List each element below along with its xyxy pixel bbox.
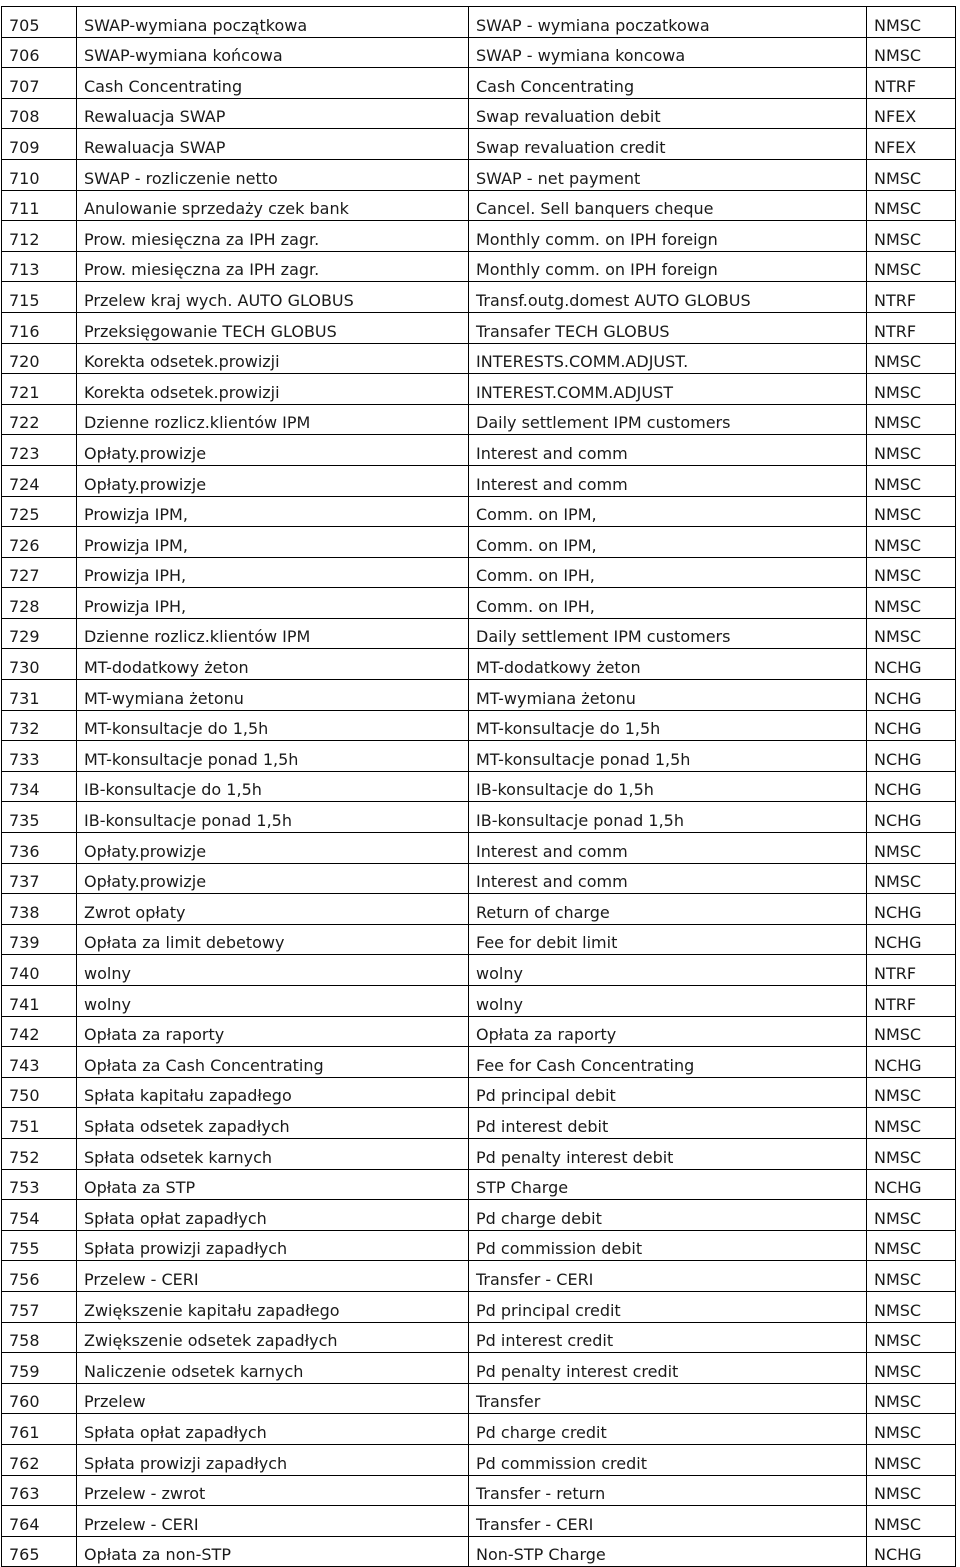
table-row: [2, 986, 956, 1017]
cell-transaction-type: NMSC: [867, 1383, 956, 1414]
cell-transaction-type: NTRF: [867, 282, 956, 313]
cell-transaction-type: NMSC: [867, 1138, 956, 1169]
cell-transaction-type: NMSC: [867, 527, 956, 558]
cell-polish-description: Przelew kraj wych. AUTO GLOBUS: [77, 282, 469, 313]
cell-polish-description: Dzienne rozlicz.klientów IPM: [77, 404, 469, 435]
cell-transaction-type: NMSC: [867, 1291, 956, 1322]
cell-transaction-type: NMSC: [867, 557, 956, 588]
table-row: [2, 190, 956, 221]
cell-code: 724: [2, 465, 77, 496]
cell-english-description: SWAP - wymiana poczatkowa: [469, 7, 867, 38]
cell-code: 735: [2, 802, 77, 833]
cell-english-description: Interest and comm: [469, 863, 867, 894]
cell-english-description: Interest and comm: [469, 435, 867, 466]
cell-english-description: Pd charge debit: [469, 1200, 867, 1231]
cell-code: 738: [2, 894, 77, 925]
cell-code: 752: [2, 1138, 77, 1169]
cell-english-description: wolny: [469, 955, 867, 986]
cell-english-description: Cash Concentrating: [469, 68, 867, 99]
cell-code: 761: [2, 1414, 77, 1445]
cell-polish-description: SWAP-wymiana końcowa: [77, 37, 469, 68]
cell-code: 723: [2, 435, 77, 466]
cell-polish-description: Spłata prowizji zapadłych: [77, 1444, 469, 1475]
cell-code: 731: [2, 680, 77, 711]
table-row: [2, 741, 956, 772]
table-row: [2, 1261, 956, 1292]
cell-code: 705: [2, 7, 77, 38]
cell-transaction-type: NMSC: [867, 1230, 956, 1261]
cell-polish-description: SWAP - rozliczenie netto: [77, 159, 469, 190]
cell-transaction-type: NMSC: [867, 37, 956, 68]
table-row: [2, 159, 956, 190]
cell-english-description: Pd interest credit: [469, 1322, 867, 1353]
cell-polish-description: Dzienne rozlicz.klientów IPM: [77, 618, 469, 649]
cell-polish-description: Cash Concentrating: [77, 68, 469, 99]
cell-english-description: Pd commission debit: [469, 1230, 867, 1261]
cell-transaction-type: NTRF: [867, 955, 956, 986]
cell-code: 709: [2, 129, 77, 160]
cell-code: 712: [2, 221, 77, 252]
table-row: [2, 282, 956, 313]
cell-polish-description: Spłata opłat zapadłych: [77, 1414, 469, 1445]
table-row: [2, 465, 956, 496]
table-row: [2, 68, 956, 99]
cell-code: 720: [2, 343, 77, 374]
cell-polish-description: wolny: [77, 955, 469, 986]
cell-polish-description: Spłata odsetek zapadłych: [77, 1108, 469, 1139]
cell-polish-description: Prowizja IPM,: [77, 527, 469, 558]
cell-english-description: Non-STP Charge: [469, 1536, 867, 1567]
cell-transaction-type: NMSC: [867, 1414, 956, 1445]
cell-transaction-type: NMSC: [867, 404, 956, 435]
table-row: [2, 1536, 956, 1567]
cell-code: 729: [2, 618, 77, 649]
cell-english-description: Pd charge credit: [469, 1414, 867, 1445]
cell-transaction-type: NMSC: [867, 1322, 956, 1353]
cell-polish-description: Rewaluacja SWAP: [77, 129, 469, 160]
table-row: [2, 7, 956, 38]
cell-code: 755: [2, 1230, 77, 1261]
cell-transaction-type: NMSC: [867, 496, 956, 527]
cell-polish-description: wolny: [77, 986, 469, 1017]
cell-polish-description: Przelew - CERI: [77, 1261, 469, 1292]
cell-code: 740: [2, 955, 77, 986]
table-row: [2, 1016, 956, 1047]
cell-code: 733: [2, 741, 77, 772]
cell-english-description: STP Charge: [469, 1169, 867, 1200]
cell-english-description: Daily settlement IPM customers: [469, 404, 867, 435]
cell-polish-description: Prow. miesięczna za IPH zagr.: [77, 221, 469, 252]
table-row: [2, 1077, 956, 1108]
cell-polish-description: Zwiększenie kapitału zapadłego: [77, 1291, 469, 1322]
table-row: [2, 1230, 956, 1261]
cell-english-description: Daily settlement IPM customers: [469, 618, 867, 649]
cell-code: 757: [2, 1291, 77, 1322]
cell-polish-description: Opłaty.prowizje: [77, 863, 469, 894]
cell-english-description: MT-konsultacje ponad 1,5h: [469, 741, 867, 772]
cell-code: 722: [2, 404, 77, 435]
table-row: [2, 312, 956, 343]
cell-polish-description: MT-konsultacje do 1,5h: [77, 710, 469, 741]
cell-transaction-type: NCHG: [867, 771, 956, 802]
cell-english-description: MT-konsultacje do 1,5h: [469, 710, 867, 741]
cell-polish-description: Opłata za non-STP: [77, 1536, 469, 1567]
cell-polish-description: Zwiększenie odsetek zapadłych: [77, 1322, 469, 1353]
table-row: [2, 894, 956, 925]
cell-english-description: SWAP - net payment: [469, 159, 867, 190]
cell-polish-description: Prowizja IPH,: [77, 588, 469, 619]
cell-code: 708: [2, 98, 77, 129]
cell-english-description: Comm. on IPH,: [469, 557, 867, 588]
cell-polish-description: Prowizja IPM,: [77, 496, 469, 527]
cell-english-description: Monthly comm. on IPH foreign: [469, 221, 867, 252]
cell-code: 730: [2, 649, 77, 680]
cell-english-description: Pd penalty interest debit: [469, 1138, 867, 1169]
cell-code: 765: [2, 1536, 77, 1567]
cell-polish-description: Opłaty.prowizje: [77, 435, 469, 466]
cell-transaction-type: NMSC: [867, 374, 956, 405]
cell-transaction-type: NTRF: [867, 68, 956, 99]
cell-english-description: Pd commission credit: [469, 1444, 867, 1475]
table-row: [2, 527, 956, 558]
cell-polish-description: Korekta odsetek.prowizji: [77, 343, 469, 374]
cell-english-description: INTEREST.COMM.ADJUST: [469, 374, 867, 405]
table-row: [2, 1291, 956, 1322]
cell-code: 707: [2, 68, 77, 99]
table-row: [2, 863, 956, 894]
cell-code: 736: [2, 833, 77, 864]
cell-code: 706: [2, 37, 77, 68]
cell-polish-description: MT-wymiana żetonu: [77, 680, 469, 711]
cell-english-description: Comm. on IPM,: [469, 496, 867, 527]
cell-polish-description: Opłaty.prowizje: [77, 833, 469, 864]
cell-transaction-type: NMSC: [867, 618, 956, 649]
cell-transaction-type: NMSC: [867, 1261, 956, 1292]
cell-code: 721: [2, 374, 77, 405]
cell-code: 758: [2, 1322, 77, 1353]
cell-polish-description: Korekta odsetek.prowizji: [77, 374, 469, 405]
table-row: [2, 1138, 956, 1169]
cell-code: 750: [2, 1077, 77, 1108]
table-row: [2, 496, 956, 527]
cell-polish-description: IB-konsultacje ponad 1,5h: [77, 802, 469, 833]
table-row: [2, 1506, 956, 1537]
cell-transaction-type: NFEX: [867, 98, 956, 129]
table-row: [2, 343, 956, 374]
cell-transaction-type: NMSC: [867, 1108, 956, 1139]
cell-transaction-type: NMSC: [867, 159, 956, 190]
cell-transaction-type: NCHG: [867, 1169, 956, 1200]
table-row: [2, 1169, 956, 1200]
table-row: [2, 924, 956, 955]
table-row: [2, 1475, 956, 1506]
cell-code: 715: [2, 282, 77, 313]
cell-code: 762: [2, 1444, 77, 1475]
cell-transaction-type: NMSC: [867, 1444, 956, 1475]
table-row: [2, 221, 956, 252]
cell-polish-description: Rewaluacja SWAP: [77, 98, 469, 129]
table-row: [2, 251, 956, 282]
cell-transaction-type: NMSC: [867, 1353, 956, 1384]
cell-code: 764: [2, 1506, 77, 1537]
cell-transaction-type: NMSC: [867, 221, 956, 252]
cell-polish-description: Przeksięgowanie TECH GLOBUS: [77, 312, 469, 343]
cell-english-description: IB-konsultacje do 1,5h: [469, 771, 867, 802]
cell-english-description: Swap revaluation credit: [469, 129, 867, 160]
cell-polish-description: SWAP-wymiana początkowa: [77, 7, 469, 38]
cell-code: 726: [2, 527, 77, 558]
cell-transaction-type: NMSC: [867, 833, 956, 864]
cell-transaction-type: NMSC: [867, 1506, 956, 1537]
cell-english-description: Opłata za raporty: [469, 1016, 867, 1047]
cell-english-description: Comm. on IPM,: [469, 527, 867, 558]
cell-code: 713: [2, 251, 77, 282]
table-row: [2, 557, 956, 588]
table-row: [2, 710, 956, 741]
cell-code: 727: [2, 557, 77, 588]
cell-english-description: Fee for debit limit: [469, 924, 867, 955]
table-row: [2, 618, 956, 649]
cell-polish-description: Zwrot opłaty: [77, 894, 469, 925]
table-row: [2, 129, 956, 160]
cell-polish-description: Anulowanie sprzedaży czek bank: [77, 190, 469, 221]
cell-code: 743: [2, 1047, 77, 1078]
cell-polish-description: Spłata odsetek karnych: [77, 1138, 469, 1169]
cell-english-description: Monthly comm. on IPH foreign: [469, 251, 867, 282]
cell-code: 751: [2, 1108, 77, 1139]
cell-code: 741: [2, 986, 77, 1017]
cell-polish-description: Prowizja IPH,: [77, 557, 469, 588]
cell-english-description: Transafer TECH GLOBUS: [469, 312, 867, 343]
cell-transaction-type: NMSC: [867, 7, 956, 38]
cell-code: 759: [2, 1353, 77, 1384]
cell-transaction-type: NCHG: [867, 680, 956, 711]
table-row: [2, 1444, 956, 1475]
cell-polish-description: Przelew - zwrot: [77, 1475, 469, 1506]
cell-transaction-type: NMSC: [867, 1077, 956, 1108]
cell-code: 734: [2, 771, 77, 802]
cell-polish-description: Opłaty.prowizje: [77, 465, 469, 496]
cell-code: 754: [2, 1200, 77, 1231]
cell-code: 725: [2, 496, 77, 527]
cell-english-description: Swap revaluation debit: [469, 98, 867, 129]
cell-english-description: Interest and comm: [469, 465, 867, 496]
cell-transaction-type: NCHG: [867, 1047, 956, 1078]
cell-transaction-type: NFEX: [867, 129, 956, 160]
cell-transaction-type: NCHG: [867, 1536, 956, 1567]
cell-polish-description: Prow. miesięczna za IPH zagr.: [77, 251, 469, 282]
table-row: [2, 1353, 956, 1384]
cell-english-description: Fee for Cash Concentrating: [469, 1047, 867, 1078]
cell-polish-description: Opłata za raporty: [77, 1016, 469, 1047]
cell-polish-description: Naliczenie odsetek karnych: [77, 1353, 469, 1384]
cell-english-description: Comm. on IPH,: [469, 588, 867, 619]
cell-transaction-type: NCHG: [867, 741, 956, 772]
cell-code: 742: [2, 1016, 77, 1047]
cell-code: 739: [2, 924, 77, 955]
cell-english-description: Return of charge: [469, 894, 867, 925]
cell-transaction-type: NMSC: [867, 1475, 956, 1506]
table-row: [2, 649, 956, 680]
cell-code: 737: [2, 863, 77, 894]
cell-transaction-type: NMSC: [867, 343, 956, 374]
table-row: [2, 1322, 956, 1353]
table-row: [2, 37, 956, 68]
cell-english-description: Cancel. Sell banquers cheque: [469, 190, 867, 221]
cell-polish-description: Opłata za limit debetowy: [77, 924, 469, 955]
cell-code: 753: [2, 1169, 77, 1200]
table-row: [2, 1383, 956, 1414]
cell-polish-description: Spłata prowizji zapadłych: [77, 1230, 469, 1261]
cell-polish-description: Spłata opłat zapadłych: [77, 1200, 469, 1231]
cell-transaction-type: NCHG: [867, 649, 956, 680]
cell-transaction-type: NMSC: [867, 465, 956, 496]
table-row: [2, 1108, 956, 1139]
cell-code: 763: [2, 1475, 77, 1506]
cell-transaction-type: NMSC: [867, 863, 956, 894]
cell-transaction-type: NTRF: [867, 986, 956, 1017]
cell-english-description: Transfer - CERI: [469, 1506, 867, 1537]
cell-english-description: wolny: [469, 986, 867, 1017]
cell-code: 716: [2, 312, 77, 343]
table-row: [2, 435, 956, 466]
table-row: [2, 680, 956, 711]
cell-polish-description: Opłata za Cash Concentrating: [77, 1047, 469, 1078]
cell-transaction-type: NCHG: [867, 710, 956, 741]
cell-english-description: Pd penalty interest credit: [469, 1353, 867, 1384]
table-row: [2, 1414, 956, 1445]
cell-transaction-type: NMSC: [867, 1016, 956, 1047]
cell-code: 711: [2, 190, 77, 221]
cell-polish-description: Przelew - CERI: [77, 1506, 469, 1537]
cell-code: 728: [2, 588, 77, 619]
cell-english-description: Transf.outg.domest AUTO GLOBUS: [469, 282, 867, 313]
cell-english-description: Transfer - CERI: [469, 1261, 867, 1292]
table-row: [2, 802, 956, 833]
cell-english-description: Pd principal credit: [469, 1291, 867, 1322]
cell-transaction-type: NCHG: [867, 924, 956, 955]
table-row: [2, 98, 956, 129]
transaction-codes-table: [1, 6, 956, 1567]
cell-polish-description: IB-konsultacje do 1,5h: [77, 771, 469, 802]
cell-transaction-type: NCHG: [867, 894, 956, 925]
cell-english-description: MT-dodatkowy żeton: [469, 649, 867, 680]
cell-english-description: MT-wymiana żetonu: [469, 680, 867, 711]
cell-english-description: Transfer - return: [469, 1475, 867, 1506]
cell-polish-description: MT-konsultacje ponad 1,5h: [77, 741, 469, 772]
cell-code: 756: [2, 1261, 77, 1292]
table-row: [2, 833, 956, 864]
cell-transaction-type: NMSC: [867, 588, 956, 619]
cell-code: 760: [2, 1383, 77, 1414]
cell-english-description: Pd principal debit: [469, 1077, 867, 1108]
table-row: [2, 1047, 956, 1078]
cell-transaction-type: NMSC: [867, 251, 956, 282]
cell-code: 710: [2, 159, 77, 190]
cell-english-description: Transfer: [469, 1383, 867, 1414]
table-body: [2, 7, 956, 1567]
table-row: [2, 1200, 956, 1231]
cell-english-description: Pd interest debit: [469, 1108, 867, 1139]
cell-polish-description: MT-dodatkowy żeton: [77, 649, 469, 680]
cell-transaction-type: NMSC: [867, 435, 956, 466]
cell-english-description: IB-konsultacje ponad 1,5h: [469, 802, 867, 833]
table-row: [2, 404, 956, 435]
table-row: [2, 955, 956, 986]
cell-transaction-type: NTRF: [867, 312, 956, 343]
cell-transaction-type: NMSC: [867, 1200, 956, 1231]
cell-polish-description: Spłata kapitału zapadłego: [77, 1077, 469, 1108]
cell-english-description: INTERESTS.COMM.ADJUST.: [469, 343, 867, 374]
table-row: [2, 771, 956, 802]
cell-english-description: SWAP - wymiana koncowa: [469, 37, 867, 68]
table-row: [2, 374, 956, 405]
cell-transaction-type: NMSC: [867, 190, 956, 221]
cell-polish-description: Przelew: [77, 1383, 469, 1414]
cell-transaction-type: NCHG: [867, 802, 956, 833]
cell-english-description: Interest and comm: [469, 833, 867, 864]
table-row: [2, 588, 956, 619]
cell-code: 732: [2, 710, 77, 741]
cell-polish-description: Opłata za STP: [77, 1169, 469, 1200]
